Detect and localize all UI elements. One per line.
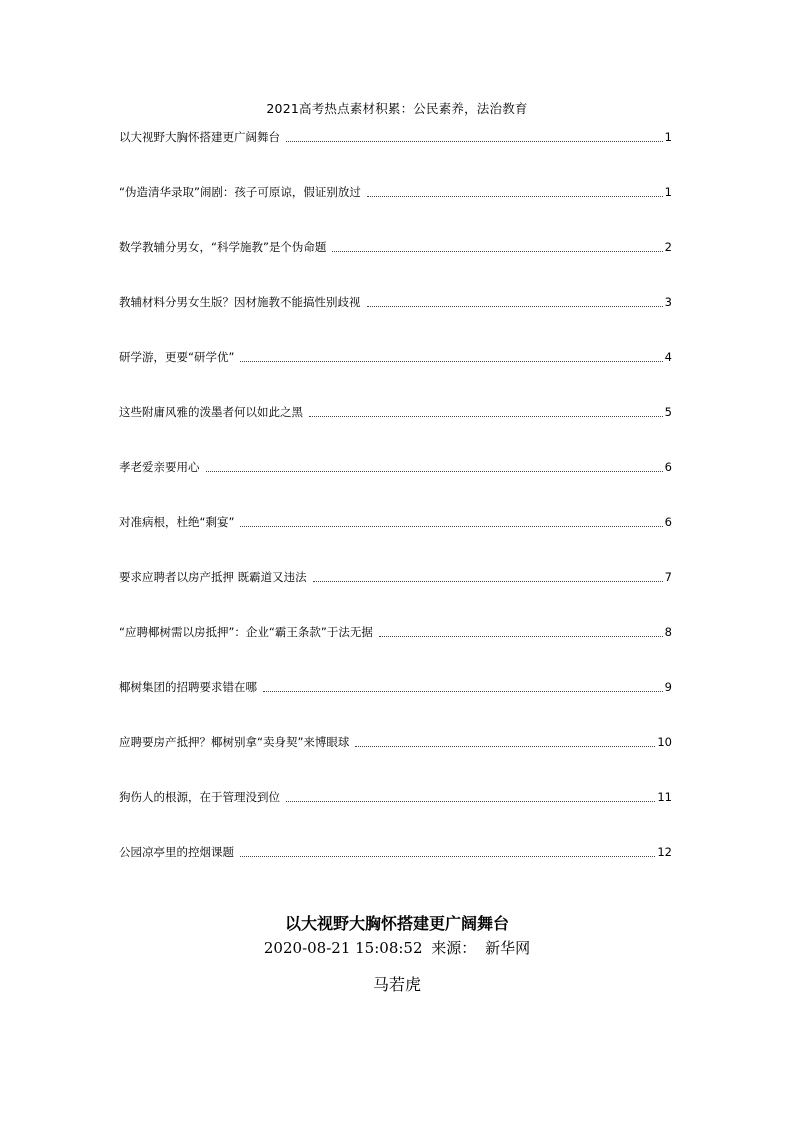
toc-entry[interactable] bbox=[119, 642, 672, 697]
toc-title: 2021高考热点素材积累：公民素养，法治教育 bbox=[266, 101, 528, 116]
article-source: 新华网 bbox=[485, 939, 531, 957]
toc-entry-page-number: 12 bbox=[657, 845, 672, 859]
toc-dot-leader bbox=[286, 801, 655, 802]
toc-dot-leader bbox=[240, 526, 662, 527]
toc-entry-page-number: 1 bbox=[664, 130, 672, 144]
toc-dot-leader bbox=[240, 856, 655, 857]
article-source-label: 来源： bbox=[431, 939, 477, 957]
article-meta bbox=[0, 937, 794, 958]
toc-entry-page-number: 7 bbox=[664, 570, 672, 584]
toc-entry[interactable] bbox=[119, 257, 672, 312]
toc-dot-leader bbox=[355, 746, 655, 747]
toc-entry-label: 教辅材料分男女生版？因材施教不能搞性别歧视 bbox=[119, 295, 361, 309]
toc-dot-leader bbox=[240, 361, 662, 362]
toc-entry[interactable] bbox=[119, 587, 672, 642]
toc-entry-label: “伪造清华录取”闹剧：孩子可原谅，假证别放过 bbox=[119, 185, 361, 199]
toc-dot-leader bbox=[286, 141, 663, 142]
toc-entry-label: 对准病根，杜绝“剩宴” bbox=[119, 515, 235, 529]
toc-entry[interactable] bbox=[119, 477, 672, 532]
toc-entry-label: “应聘椰树需以房抵押”：企业“霸王条款”于法无据 bbox=[119, 625, 373, 639]
toc-entry-page-number: 8 bbox=[664, 625, 672, 639]
toc-dot-leader bbox=[379, 636, 663, 637]
toc-entry-page-number: 4 bbox=[664, 350, 672, 364]
toc-entry-label: 椰树集团的招聘要求错在哪 bbox=[119, 680, 257, 694]
toc-entry-label: 公园凉亭里的控烟课题 bbox=[119, 845, 234, 859]
toc-dot-leader bbox=[367, 196, 663, 197]
toc-entry[interactable] bbox=[119, 532, 672, 587]
toc-entry-page-number: 10 bbox=[657, 735, 672, 749]
article-datetime: 2020-08-21 15:08:52 bbox=[263, 939, 423, 957]
toc-entry-label: 孝老爱亲要用心 bbox=[119, 460, 200, 474]
toc-entry[interactable] bbox=[119, 697, 672, 752]
toc-entry-page-number: 1 bbox=[664, 185, 672, 199]
toc-entry-page-number: 11 bbox=[657, 790, 672, 804]
table-of-contents bbox=[119, 127, 672, 862]
toc-entry-label: 应聘要房产抵押？椰树别拿“卖身契”来博眼球 bbox=[119, 735, 350, 749]
toc-entry-page-number: 6 bbox=[664, 515, 672, 529]
toc-entry[interactable] bbox=[119, 807, 672, 862]
toc-entry[interactable] bbox=[119, 147, 672, 202]
toc-entry[interactable] bbox=[119, 422, 672, 477]
toc-entry-label: 狗伤人的根源，在于管理没到位 bbox=[119, 790, 280, 804]
toc-entry[interactable] bbox=[119, 202, 672, 257]
toc-entry-page-number: 2 bbox=[664, 240, 672, 254]
article-author: 马若虎 bbox=[372, 975, 421, 994]
toc-dot-leader bbox=[367, 306, 663, 307]
toc-entry-label: 这些附庸风雅的泼墨者何以如此之黑 bbox=[119, 405, 303, 419]
toc-entry[interactable] bbox=[119, 367, 672, 422]
toc-entry[interactable] bbox=[119, 312, 672, 367]
toc-dot-leader bbox=[206, 471, 663, 472]
toc-entry-page-number: 3 bbox=[664, 295, 672, 309]
toc-entry-page-number: 5 bbox=[664, 405, 672, 419]
toc-dot-leader bbox=[332, 251, 662, 252]
toc-entry-label: 以大视野大胸怀搭建更广阔舞台 bbox=[119, 130, 280, 144]
toc-dot-leader bbox=[313, 581, 663, 582]
toc-entry-label: 数学教辅分男女，“科学施教”是个伪命题 bbox=[119, 240, 327, 254]
toc-entry-page-number: 9 bbox=[664, 680, 672, 694]
toc-dot-leader bbox=[263, 691, 663, 692]
toc-dot-leader bbox=[309, 416, 663, 417]
toc-entry[interactable] bbox=[119, 127, 672, 147]
toc-entry-label: 要求应聘者以房产抵押 既霸道又违法 bbox=[119, 570, 307, 584]
toc-entry-label: 研学游，更要“研学优” bbox=[119, 350, 235, 364]
article-title: 以大视野大胸怀搭建更广阔舞台 bbox=[284, 914, 509, 933]
toc-entry-page-number: 6 bbox=[664, 460, 672, 474]
toc-entry[interactable] bbox=[119, 752, 672, 807]
